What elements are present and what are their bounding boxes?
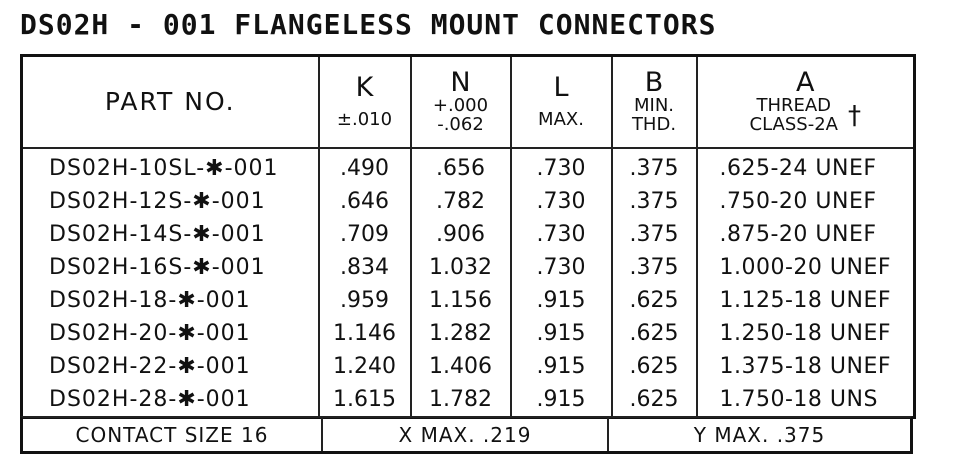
- dagger-mark: †: [847, 100, 861, 131]
- part-number-cell: DS02H-28-✱-001: [22, 383, 319, 418]
- k-cell: 1.240: [319, 350, 411, 383]
- header-a: A THREAD CLASS-2A †: [697, 56, 915, 149]
- part-number-cell: DS02H-20-✱-001: [22, 317, 319, 350]
- k-cell: .834: [319, 251, 411, 284]
- k-cell: 1.615: [319, 383, 411, 418]
- header-l: L MAX.: [511, 56, 612, 149]
- footer-row: [20, 416, 913, 454]
- n-cell: 1.156: [411, 284, 511, 317]
- n-cell: .782: [411, 185, 511, 218]
- contact-size: CONTACT SIZE 16: [23, 418, 323, 451]
- part-number-cell: DS02H-14S-✱-001: [22, 218, 319, 251]
- table-row: [22, 350, 915, 383]
- k-cell: .709: [319, 218, 411, 251]
- l-cell: .730: [511, 148, 612, 185]
- b-cell: .375: [612, 251, 697, 284]
- n-cell: 1.782: [411, 383, 511, 418]
- table-row: [22, 218, 915, 251]
- thread-cell: .750-20 UNEF: [697, 185, 915, 218]
- connector-spec-table: [20, 54, 916, 419]
- l-cell: .915: [511, 350, 612, 383]
- l-cell: .730: [511, 185, 612, 218]
- n-cell: .656: [411, 148, 511, 185]
- header-n: N +.000 -.062: [411, 56, 511, 149]
- thread-cell: 1.125-18 UNEF: [697, 284, 915, 317]
- k-cell: .646: [319, 185, 411, 218]
- l-cell: .915: [511, 317, 612, 350]
- header-k: K ±.010: [319, 56, 411, 149]
- table-row: [22, 383, 915, 418]
- thread-cell: .625-24 UNEF: [697, 148, 915, 185]
- n-cell: .906: [411, 218, 511, 251]
- b-cell: .625: [612, 383, 697, 418]
- header-part-no: PART NO.: [22, 56, 319, 149]
- part-number-cell: DS02H-16S-✱-001: [22, 251, 319, 284]
- table-row: [22, 317, 915, 350]
- thread-cell: .875-20 UNEF: [697, 218, 915, 251]
- header-b: B MIN. THD.: [612, 56, 697, 149]
- page-title: DS02H - 001 FLANGELESS MOUNT CONNECTORS: [20, 8, 717, 41]
- thread-cell: 1.000-20 UNEF: [697, 251, 915, 284]
- table-row: [22, 148, 915, 185]
- b-cell: .625: [612, 284, 697, 317]
- b-cell: .625: [612, 350, 697, 383]
- b-cell: .375: [612, 185, 697, 218]
- b-cell: .625: [612, 317, 697, 350]
- n-cell: 1.032: [411, 251, 511, 284]
- k-cell: .959: [319, 284, 411, 317]
- x-max: X MAX. .219: [323, 418, 609, 451]
- l-cell: .730: [511, 218, 612, 251]
- k-cell: 1.146: [319, 317, 411, 350]
- l-cell: .730: [511, 251, 612, 284]
- b-cell: .375: [612, 218, 697, 251]
- b-cell: .375: [612, 148, 697, 185]
- k-cell: .490: [319, 148, 411, 185]
- l-cell: .915: [511, 284, 612, 317]
- n-cell: 1.406: [411, 350, 511, 383]
- table-row: [22, 185, 915, 218]
- table-row: [22, 251, 915, 284]
- part-number-cell: DS02H-22-✱-001: [22, 350, 319, 383]
- thread-cell: 1.250-18 UNEF: [697, 317, 915, 350]
- part-number-cell: DS02H-10SL-✱-001: [22, 148, 319, 185]
- thread-cell: 1.750-18 UNS: [697, 383, 915, 418]
- thread-cell: 1.375-18 UNEF: [697, 350, 915, 383]
- y-max: Y MAX. .375: [693, 422, 826, 447]
- part-number-cell: DS02H-18-✱-001: [22, 284, 319, 317]
- header-row: [22, 56, 915, 149]
- part-number-cell: DS02H-12S-✱-001: [22, 185, 319, 218]
- n-cell: 1.282: [411, 317, 511, 350]
- table-row: [22, 284, 915, 317]
- l-cell: .915: [511, 383, 612, 418]
